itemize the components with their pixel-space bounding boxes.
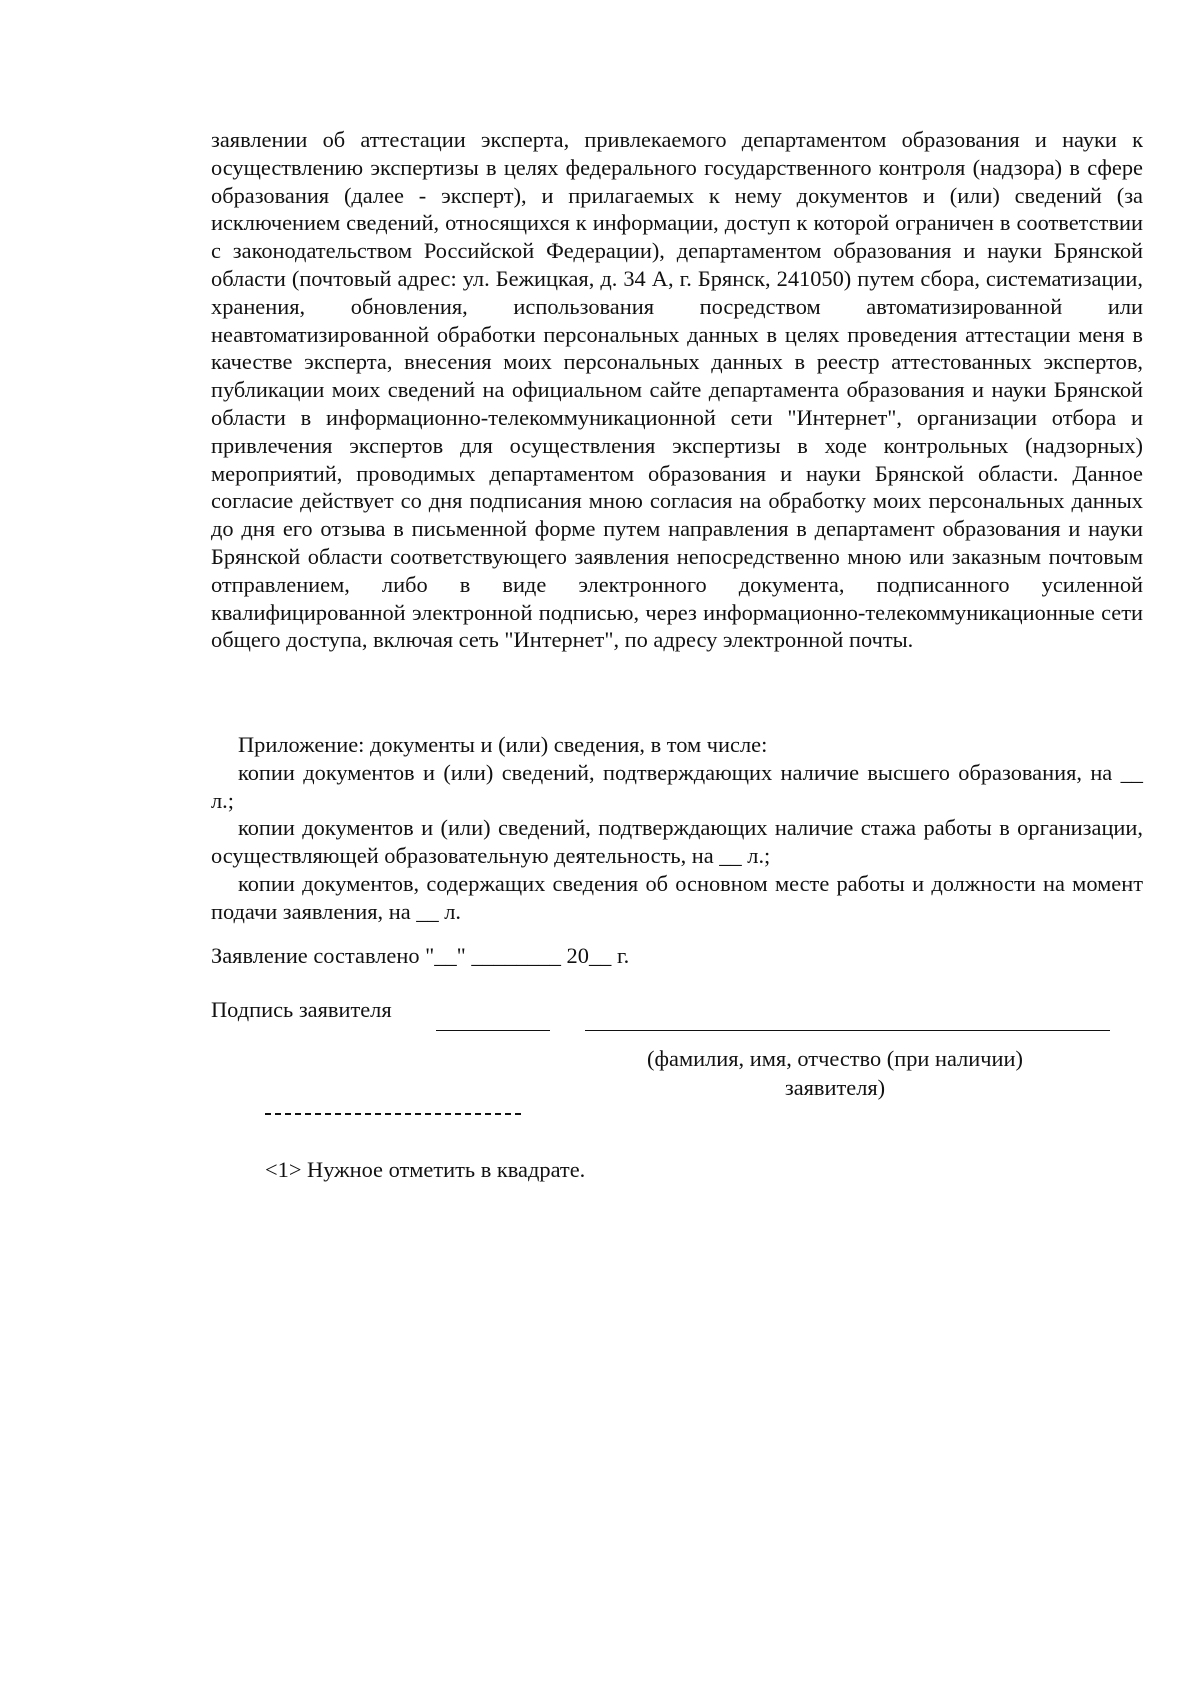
application-date-line: Заявление составлено "__" ________ 20__ г. — [211, 943, 630, 968]
attachments-heading: Приложение: документы и (или) сведения, в том числе: — [238, 732, 768, 757]
attachments-list — [211, 731, 1143, 926]
signature-caption: (фамилия, имя, отчество (при наличии) заявителя) — [647, 1046, 1023, 1100]
signature-line — [436, 1030, 550, 1031]
attachment-item-workplace: копии документов, содержащих сведения об основном месте работы и должности на момент подачи заявления, на __ л. — [211, 870, 1143, 924]
attachment-item-education: копии документов и (или) сведений, подтверждающих наличие высшего образования, на __ л.; — [211, 759, 1143, 813]
signature-label: Подпись заявителя — [211, 997, 392, 1022]
footnote-divider — [265, 1113, 521, 1115]
attachment-item-work-experience: копии документов и (или) сведений, подтверждающих наличие стажа работы в организации, осуществляющей образовательную деятельность, на __ л.; — [211, 815, 1143, 869]
footnote: <1> Нужное отметить в квадрате. — [265, 1157, 586, 1182]
consent-paragraph: заявлении об аттестации эксперта, привлекаемого департаментом образования и науки к осуществлению экспертизы в целях федерального государственного контроля (надзора) в сфере образования (далее - эксперт), и прилагаемых к нему документов и (или) сведений (за исключением сведений, относящихся к информации, доступ к которой ограничен в соответствии с законодательством Российской Федерации), департаментом образования и науки Брянской области (почтовый адрес: ул. Бежицкая, д. 34 А, г. Брянск, 241050) путем сбора, систематизации, хранения, обновления, использования посредством автоматизированной или неавтоматизированной обработки персональных данных в целях проведения аттестации меня в качестве эксперта, внесения моих персональных данных в реестр аттестованных экспертов, публикации моих сведений на официальном сайте департамента образования и науки Брянской области в информационно-телекоммуникационной сети "Интернет", организации отбора и привлечения экспертов для осуществления экспертизы в ходе контрольных (надзорных) мероприятий, проводимых департаментом образования и науки Брянской области. Данное согласие действует со дня подписания мною согласия на обработку моих персональных данных до дня его отзыва в письменной форме путем направления в департамент образования и науки Брянской области соответствующего заявления непосредственно мною или заказным почтовым отправлением, либо в виде электронного документа, подписанного усиленной квалифицированной электронной подписью, через информационно-телекоммуникационные сети общего доступа, включая сеть "Интернет", по адресу электронной почты. — [211, 127, 1143, 653]
applicant-name-line — [585, 1030, 1110, 1031]
